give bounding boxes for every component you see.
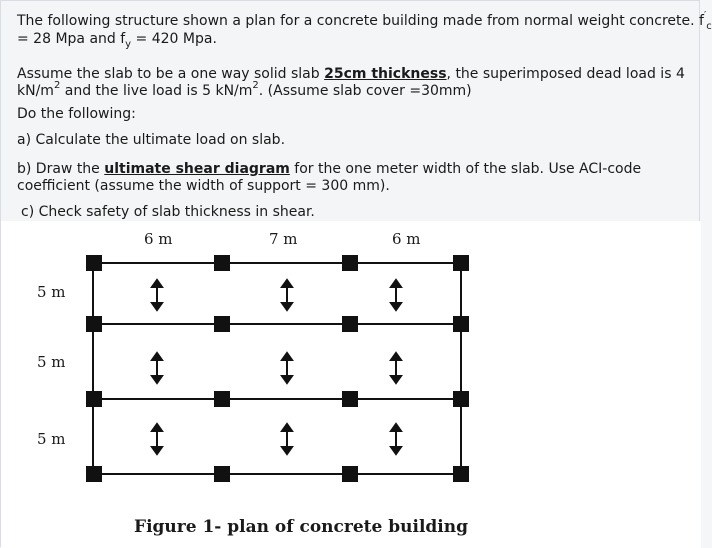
column bbox=[342, 466, 358, 482]
building-plan-figure bbox=[1, 221, 701, 548]
subscript-y: y bbox=[125, 39, 132, 50]
column bbox=[214, 255, 230, 271]
problem-line-2 bbox=[17, 31, 217, 49]
column bbox=[342, 255, 358, 271]
double-arrow-icon bbox=[152, 280, 162, 310]
subscript-c: c bbox=[706, 21, 712, 32]
column bbox=[214, 316, 230, 332]
problem-text: . (Assume slab cover =30mm) bbox=[258, 83, 472, 99]
column bbox=[453, 466, 469, 482]
column bbox=[86, 316, 102, 332]
column bbox=[214, 466, 230, 482]
problem-text: = 420 Mpa. bbox=[131, 31, 217, 47]
problem-text: b) Draw the bbox=[17, 161, 105, 177]
columns bbox=[86, 255, 469, 482]
column bbox=[86, 391, 102, 407]
problem-text: kN/m bbox=[17, 83, 54, 99]
double-arrow-icon bbox=[391, 424, 401, 454]
figure-caption: Figure 1- plan of concrete building bbox=[134, 517, 468, 537]
bay-label-2: 5 m bbox=[37, 353, 66, 371]
problem-line-3 bbox=[17, 66, 685, 83]
problem-line-1 bbox=[17, 10, 712, 32]
problem-text: The following structure shown a plan for a concrete building made from normal weight concrete. f bbox=[17, 13, 704, 29]
span-label-2: 7 m bbox=[269, 230, 298, 248]
bay-label-3: 5 m bbox=[37, 430, 66, 448]
span-label-3: 6 m bbox=[392, 230, 421, 248]
shear-diagram-term: ultimate shear diagram bbox=[104, 161, 290, 177]
column bbox=[453, 316, 469, 332]
double-arrow-icon bbox=[282, 280, 292, 310]
span-label-1: 6 m bbox=[144, 230, 173, 248]
span-arrows bbox=[152, 280, 401, 454]
superscript-2: 2 bbox=[252, 80, 259, 91]
double-arrow-icon bbox=[391, 280, 401, 310]
column bbox=[214, 391, 230, 407]
prime-mark: ′ bbox=[703, 10, 707, 21]
double-arrow-icon bbox=[391, 353, 401, 383]
slab-thickness: 25cm thickness bbox=[324, 66, 447, 82]
problem-text: = 28 Mpa and f bbox=[17, 31, 126, 47]
plan-drawing bbox=[1, 221, 701, 548]
problem-line-7 bbox=[17, 161, 641, 178]
problem-text: for the one meter width of the slab. Use ACI-code bbox=[289, 161, 642, 177]
double-arrow-icon bbox=[152, 353, 162, 383]
double-arrow-icon bbox=[282, 353, 292, 383]
column bbox=[342, 316, 358, 332]
column bbox=[86, 466, 102, 482]
superscript-2: 2 bbox=[53, 80, 61, 91]
problem-line-9: c) Check safety of slab thickness in shear. bbox=[21, 204, 315, 220]
column bbox=[453, 391, 469, 407]
problem-line-8: coefficient (assume the width of support = 300 mm). bbox=[17, 178, 390, 194]
double-arrow-icon bbox=[282, 424, 292, 454]
problem-text: Assume the slab to be a one way solid slab bbox=[17, 66, 325, 82]
problem-text: , the superimposed dead load is 4 bbox=[446, 66, 685, 82]
problem-line-6: a) Calculate the ultimate load on slab. bbox=[17, 132, 286, 148]
problem-line-4 bbox=[17, 80, 472, 101]
column bbox=[342, 391, 358, 407]
grid-lines bbox=[93, 263, 461, 474]
column bbox=[86, 255, 102, 271]
problem-line-5: Do the following: bbox=[17, 106, 136, 122]
problem-text: and the live load is 5 kN/m bbox=[60, 83, 253, 99]
bay-label-1: 5 m bbox=[37, 283, 66, 301]
double-arrow-icon bbox=[152, 424, 162, 454]
column bbox=[453, 255, 469, 271]
